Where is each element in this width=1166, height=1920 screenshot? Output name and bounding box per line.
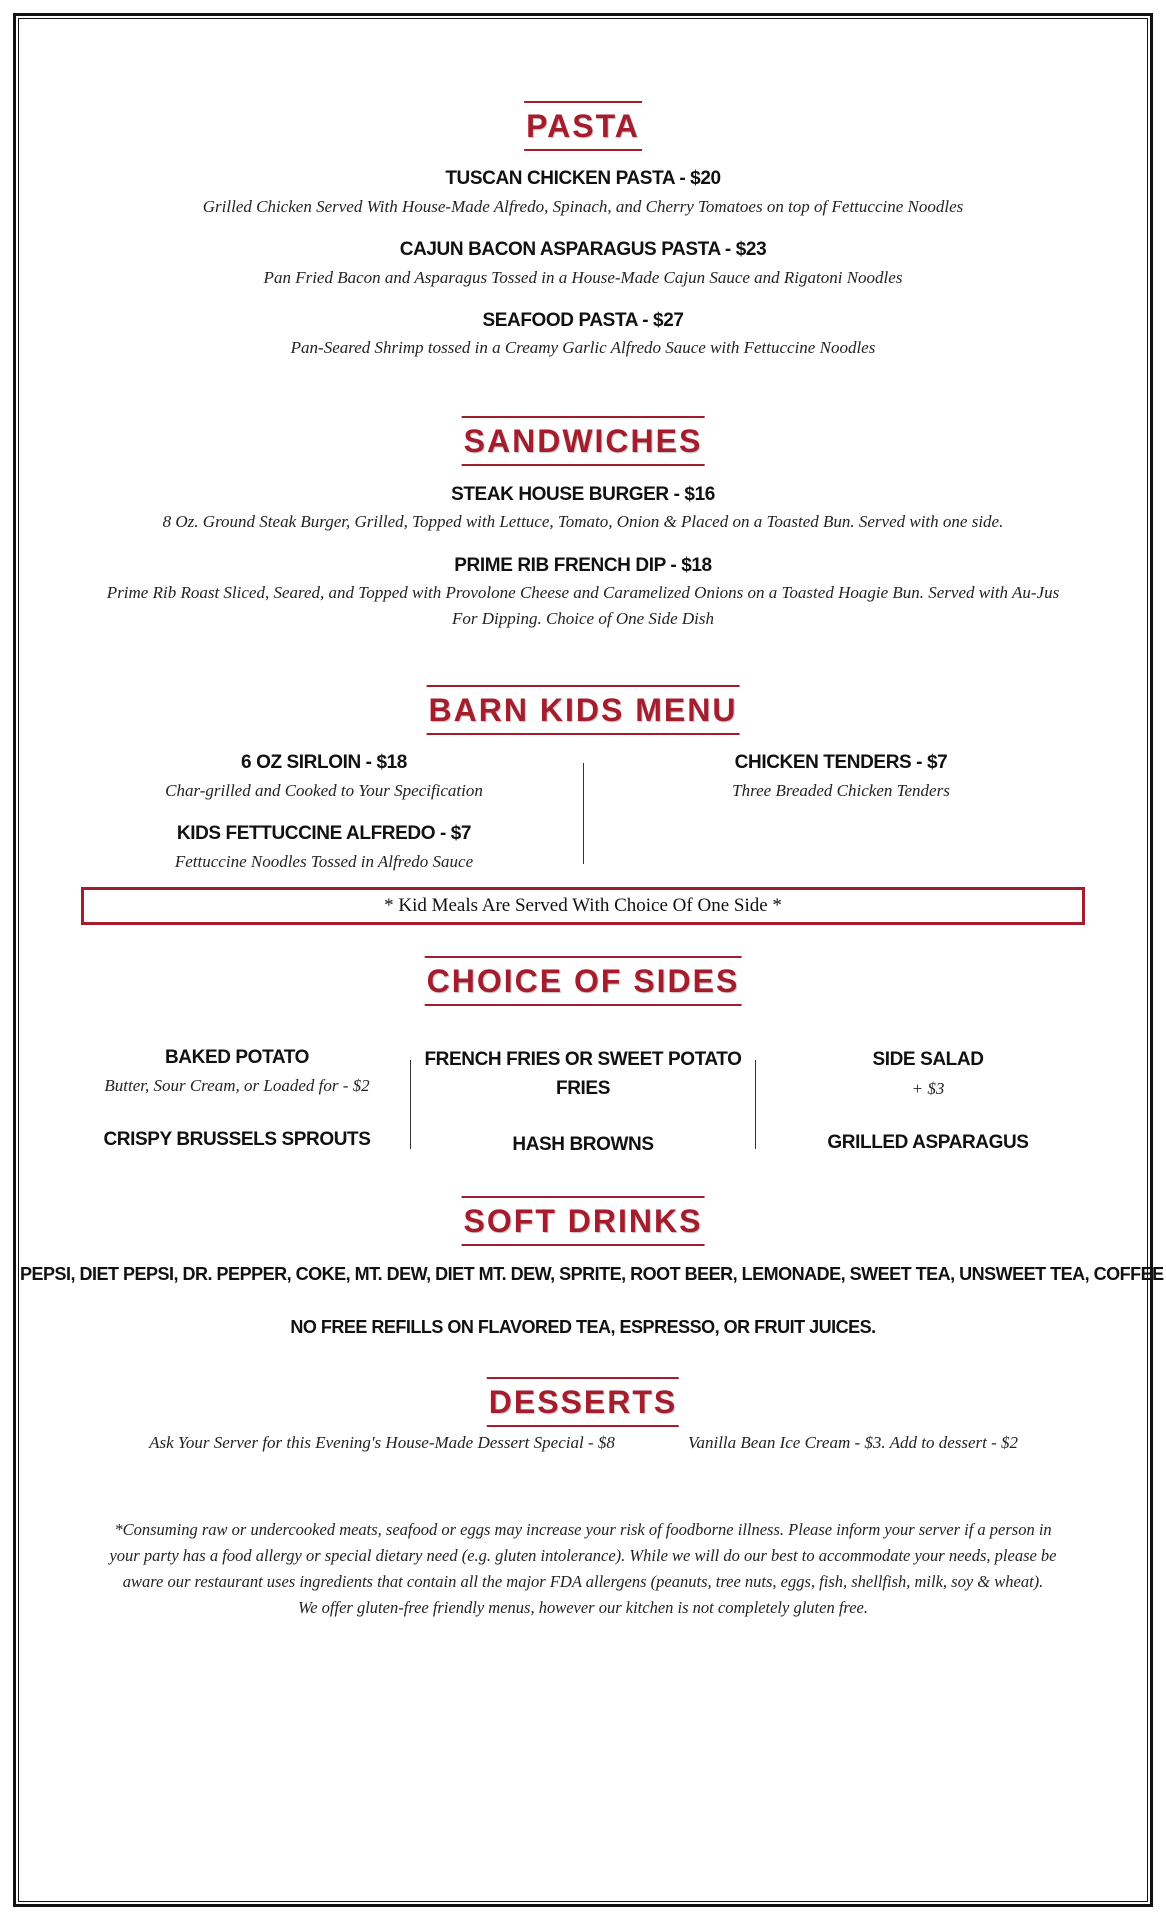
column-divider — [755, 1060, 756, 1149]
dessert-ice-cream: Vanilla Bean Ice Cream - $3. Add to dessert - $2 — [687, 1433, 1019, 1452]
menu-item-name: SEAFOOD PASTA - $27 — [482, 310, 684, 331]
menu-item-desc: Prime Rib Roast Sliced, Seared, and Topped with Provolone Cheese and Caramelized Onions on a Toasted Hoagie Bun. Served with Au-Jus — [106, 583, 1060, 602]
menu-item-desc: Three Breaded Chicken Tenders — [732, 781, 950, 800]
disclaimer-line: aware our restaurant uses ingredients that contain all the major FDA allergens (peanuts, tree nuts, eggs, fish, shellfish, milk, soy & wheat). — [122, 1572, 1044, 1591]
menu-item-desc: Grilled Chicken Served With House-Made Alfredo, Spinach, and Cherry Tomatoes on top of Fettuccine Noodles — [202, 197, 964, 216]
drinks-list: PEPSI, DIET PEPSI, DR. PEPPER, COKE, MT. DEW, DIET MT. DEW, SPRITE, ROOT BEER, LEMONADE, SWEET TEA, UNSWEET TEA, COFFEE — [20, 1264, 1164, 1284]
column-divider — [583, 763, 584, 864]
side-item-name: HASH BROWNS — [512, 1134, 654, 1155]
menu-item-desc: Fettuccine Noodles Tossed in Alfredo Sauce — [174, 852, 474, 871]
dessert-special: Ask Your Server for this Evening's House-Made Dessert Special - $8 — [149, 1433, 615, 1452]
menu-item-name: KIDS FETTUCCINE ALFREDO - $7 — [176, 823, 472, 844]
section-title-kids: BARN KIDS MENU — [427, 685, 740, 735]
allergen-disclaimer — [90, 1517, 1076, 1621]
menu-item-name: STEAK HOUSE BURGER - $16 — [451, 484, 715, 505]
menu-item-desc: Char-grilled and Cooked to Your Specification — [165, 781, 483, 800]
disclaimer-line: We offer gluten-free friendly menus, however our kitchen is not completely gluten free. — [297, 1598, 868, 1617]
kids-note: * Kid Meals Are Served With Choice Of One Side * — [384, 895, 782, 916]
drinks-note: NO FREE REFILLS ON FLAVORED TEA, ESPRESSO, OR FRUIT JUICES. — [290, 1317, 876, 1337]
menu-item-name: 6 OZ SIRLOIN - $18 — [241, 752, 407, 773]
disclaimer-line: *Consuming raw or undercooked meats, seafood or eggs may increase your risk of foodborne illness. Please inform your server if a person in — [114, 1520, 1052, 1539]
menu-item-desc: For Dipping. Choice of One Side Dish — [451, 609, 715, 628]
side-item-name: CRISPY BRUSSELS SPROUTS — [103, 1129, 371, 1150]
menu-item-desc: Pan Fried Bacon and Asparagus Tossed in a House-Made Cajun Sauce and Rigatoni Noodles — [263, 268, 903, 287]
kids-note-box — [81, 887, 1085, 925]
section-title-desserts: DESSERTS — [487, 1377, 679, 1427]
side-item-name: FRENCH FRIES OR SWEET POTATO — [424, 1049, 742, 1070]
side-item-name: BAKED POTATO — [164, 1047, 310, 1068]
section-title-drinks: SOFT DRINKS — [462, 1196, 705, 1246]
disclaimer-line: your party has a food allergy or special dietary need (e.g. gluten intolerance). While we will do our best to accommodate your needs, please be — [109, 1546, 1057, 1565]
column-divider — [410, 1060, 411, 1149]
side-item-name: GRILLED ASPARAGUS — [827, 1132, 1029, 1153]
side-item-name: FRIES — [556, 1078, 610, 1099]
section-title-pasta: PASTA — [524, 101, 642, 151]
menu-item-name: TUSCAN CHICKEN PASTA - $20 — [445, 168, 721, 189]
section-title-sandwiches: SANDWICHES — [462, 416, 705, 466]
menu-item-name: PRIME RIB FRENCH DIP - $18 — [454, 555, 712, 576]
side-item-desc: Butter, Sour Cream, or Loaded for - $2 — [104, 1076, 370, 1095]
side-item-name: SIDE SALAD — [872, 1049, 984, 1070]
side-item-desc: + $3 — [911, 1079, 945, 1098]
menu-item-name: CAJUN BACON ASPARAGUS PASTA - $23 — [399, 239, 767, 260]
menu-item-desc: Pan-Seared Shrimp tossed in a Creamy Garlic Alfredo Sauce with Fettuccine Noodles — [290, 338, 876, 357]
menu-item-desc: 8 Oz. Ground Steak Burger, Grilled, Topped with Lettuce, Tomato, Onion & Placed on a Toasted Bun. Served with one side. — [162, 512, 1004, 531]
section-title-sides: CHOICE OF SIDES — [425, 956, 742, 1006]
menu-item-name: CHICKEN TENDERS - $7 — [734, 752, 948, 773]
